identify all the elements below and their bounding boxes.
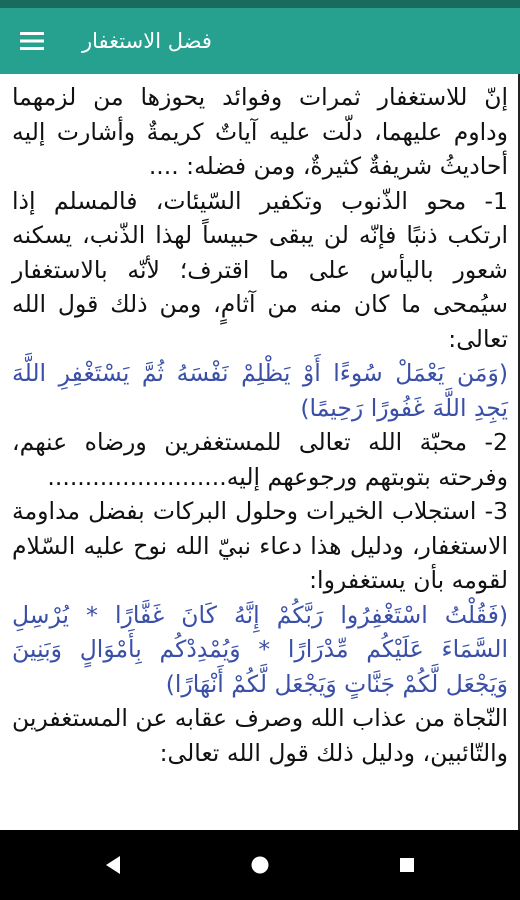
article-body [0,74,518,770]
article-intro: إنّ للاستغفار ثمرات وفوائد يحوزها من لزمهما وداوم عليهما، دلّت عليه آياتٌ كريمةٌ وأشارت إليه أحاديثُ شريفةٌ كثيرةٌ، ومن فضله: .... [12,83,508,180]
page-title: فضل الاستغفار [82,29,212,53]
recents-square-icon[interactable] [377,835,437,895]
status-bar [0,0,520,8]
quran-verse-1: (وَمَن يَعْمَلْ سُوءًا أَوْ يَظْلِمْ نَفْسَهُ ثُمَّ يَسْتَغْفِرِ اللَّهَ يَجِدِ اللَّهَ غَفُورًا رَحِيمًا) [12,359,508,422]
quran-verse-2: (فَقُلْتُ اسْتَغْفِرُوا رَبَّكُمْ إِنَّهُ كَانَ غَفَّارًا * يُرْسِلِ السَّمَاءَ عَلَيْكُم مِّدْرَارًا * وَيُمْدِدْكُم بِأَمْوَالٍ وَبَنِينَ وَيَجْعَل لَّكُمْ جَنَّاتٍ وَيَجْعَل لَّكُمْ أَنْهَارًا) [12,600,508,698]
back-triangle-icon[interactable] [83,835,143,895]
article-point-2: 2- محبّة الله تعالى للمستغفرين ورضاه عنهم، وفرحته بتوبتهم ورجوعهم إليه........................ [12,428,508,491]
home-circle-icon[interactable] [230,835,290,895]
system-nav-bar [0,830,520,900]
app-bar [0,8,520,74]
article-point-4: النّجاة من عذاب الله وصرف عقابه عن المستغفرين والتّائبين، ودليل ذلك قول الله تعالى: [12,704,508,767]
article-scroll-view[interactable] [0,74,520,830]
hamburger-menu-icon[interactable] [0,8,64,74]
article-point-3: 3- استجلاب الخيرات وحلول البركات بفضل مداومة الاستغفار، ودليل هذا دعاء نبيّ الله نوح عليه السّلام لقومه بأن يستغفروا: [12,497,508,594]
article-point-1: 1- محو الذّنوب وتكفير السّيئات، فالمسلم إذا ارتكب ذنبًا فإنّه لن يبقى حبيساً لهذا الذّنب، يسكنه شعور باليأس على ما اقترف؛ لأنّه بالاستغفار سيُمحى ما كان منه من آثامٍ، ومن ذلك قول الله تعالى: [12,186,508,353]
